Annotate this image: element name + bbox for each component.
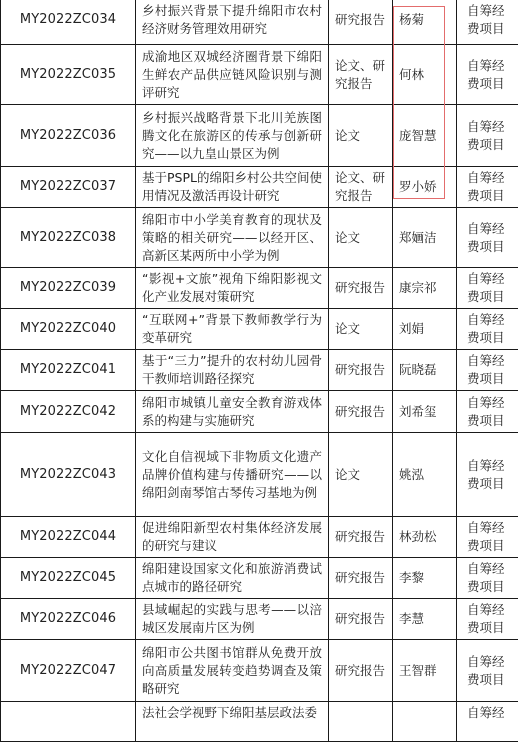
funding-cell: 自筹经费项目 [457,105,518,167]
project-title-cell: 基于“三力”提升的农村幼儿园骨干教师培训路径探究 [136,350,329,391]
author-cell: 王智群 [393,640,457,702]
project-title-cell: 绵阳市中小学美育教育的现状及策略的相关研究——以经开区、高新区某两所中小学为例 [136,208,329,268]
table-row [1,391,518,433]
project-id-cell: MY2022ZC046 [1,599,136,640]
author-cell: 何林 [393,45,457,105]
table-row [1,0,518,45]
result-type-cell: 论文 [329,309,393,350]
author-cell [393,702,457,742]
author-cell: 杨菊 [393,0,457,45]
funding-cell: 自筹经费项目 [457,599,518,640]
table-row [1,558,518,599]
funding-cell: 自筹经费项目 [457,640,518,702]
author-cell: 庞智慧 [393,105,457,167]
result-type-cell: 研究报告 [329,0,393,45]
author-cell: 刘希玺 [393,391,457,433]
project-id-cell: MY2022ZC037 [1,167,136,208]
project-title-cell: “互联网+”背景下教师教学行为变革研究 [136,309,329,350]
table-row [1,105,518,167]
funding-cell: 自筹经费项目 [457,208,518,268]
project-id-cell: MY2022ZC043 [1,433,136,517]
author-cell: 李黎 [393,558,457,599]
result-type-cell [329,702,393,742]
author-cell: 姚泓 [393,433,457,517]
project-id-cell: MY2022ZC039 [1,268,136,309]
table-row [1,433,518,517]
author-cell: 李慧 [393,599,457,640]
project-id-cell [1,702,136,742]
project-title-cell: 成渝地区双城经济圈背景下绵阳生鲜农产品供应链风险识别与测评研究 [136,45,329,105]
project-title-cell: 法社会学视野下绵阳基层政法委 [136,702,329,742]
project-title-cell: 绵阳建设国家文化和旅游消费试点城市的路径研究 [136,558,329,599]
author-cell: 康宗祁 [393,268,457,309]
project-title-cell: 乡村振兴战略背景下北川羌族图腾文化在旅游区的传承与创新研究——以九皇山景区为例 [136,105,329,167]
project-id-cell: MY2022ZC045 [1,558,136,599]
project-title-cell: 县域崛起的实践与思考——以涪城区发展南片区为例 [136,599,329,640]
author-cell: 林劲松 [393,517,457,558]
table-row [1,309,518,350]
result-type-cell: 研究报告 [329,599,393,640]
result-type-cell: 论文 [329,105,393,167]
project-title-cell: 基于PSPL的绵阳乡村公共空间使用情况及激活再设计研究 [136,167,329,208]
result-type-cell: 论文、研究报告 [329,45,393,105]
table-row [1,350,518,391]
project-title-cell: 绵阳市城镇儿童安全教育游戏体系的构建与实施研究 [136,391,329,433]
project-id-cell: MY2022ZC035 [1,45,136,105]
table-row [1,702,518,742]
result-type-cell: 研究报告 [329,350,393,391]
author-cell: 郑婳洁 [393,208,457,268]
project-title-cell: “影视+文旅”视角下绵阳影视文化产业发展对策研究 [136,268,329,309]
funding-cell: 自筹经费项目 [457,517,518,558]
table-row [1,268,518,309]
funding-cell: 自筹经费项目 [457,268,518,309]
project-id-cell: MY2022ZC042 [1,391,136,433]
project-id-cell: MY2022ZC044 [1,517,136,558]
result-type-cell: 论文 [329,208,393,268]
funding-cell: 自筹经费项目 [457,167,518,208]
project-id-cell: MY2022ZC040 [1,309,136,350]
table-row [1,517,518,558]
funding-cell: 自筹经费项目 [457,309,518,350]
funding-cell: 自筹经费项目 [457,0,518,45]
project-id-cell: MY2022ZC047 [1,640,136,702]
funding-cell: 自筹经费项目 [457,45,518,105]
result-type-cell: 研究报告 [329,640,393,702]
project-id-cell: MY2022ZC041 [1,350,136,391]
funding-cell: 自筹经费项目 [457,350,518,391]
project-id-cell: MY2022ZC034 [1,0,136,45]
project-id-cell: MY2022ZC036 [1,105,136,167]
project-id-cell: MY2022ZC038 [1,208,136,268]
author-cell: 阮晓磊 [393,350,457,391]
result-type-cell: 研究报告 [329,268,393,309]
result-type-cell: 研究报告 [329,558,393,599]
author-cell: 刘娟 [393,309,457,350]
author-cell: 罗小娇 [393,167,457,208]
result-type-cell: 论文 [329,433,393,517]
project-title-cell: 绵阳市公共图书馆群从免费开放向高质量发展转变趋势调查及策略研究 [136,640,329,702]
table-row [1,208,518,268]
table-row [1,45,518,105]
funding-cell: 自筹经 [457,702,518,742]
funding-cell: 自筹经费项目 [457,433,518,517]
result-type-cell: 论文、研究报告 [329,167,393,208]
result-type-cell: 研究报告 [329,517,393,558]
table-row [1,167,518,208]
result-type-cell: 研究报告 [329,391,393,433]
project-title-cell: 促进绵阳新型农村集体经济发展的研究与建议 [136,517,329,558]
funding-cell: 自筹经费项目 [457,391,518,433]
funding-cell: 自筹经费项目 [457,558,518,599]
project-title-cell: 文化自信视域下非物质文化遗产品牌价值构建与传播研究——以绵阳剑南琴馆古琴传习基地为例 [136,433,329,517]
table-row [1,599,518,640]
table-row [1,640,518,702]
project-title-cell: 乡村振兴背景下提升绵阳市农村经济财务管理效用研究 [136,0,329,45]
